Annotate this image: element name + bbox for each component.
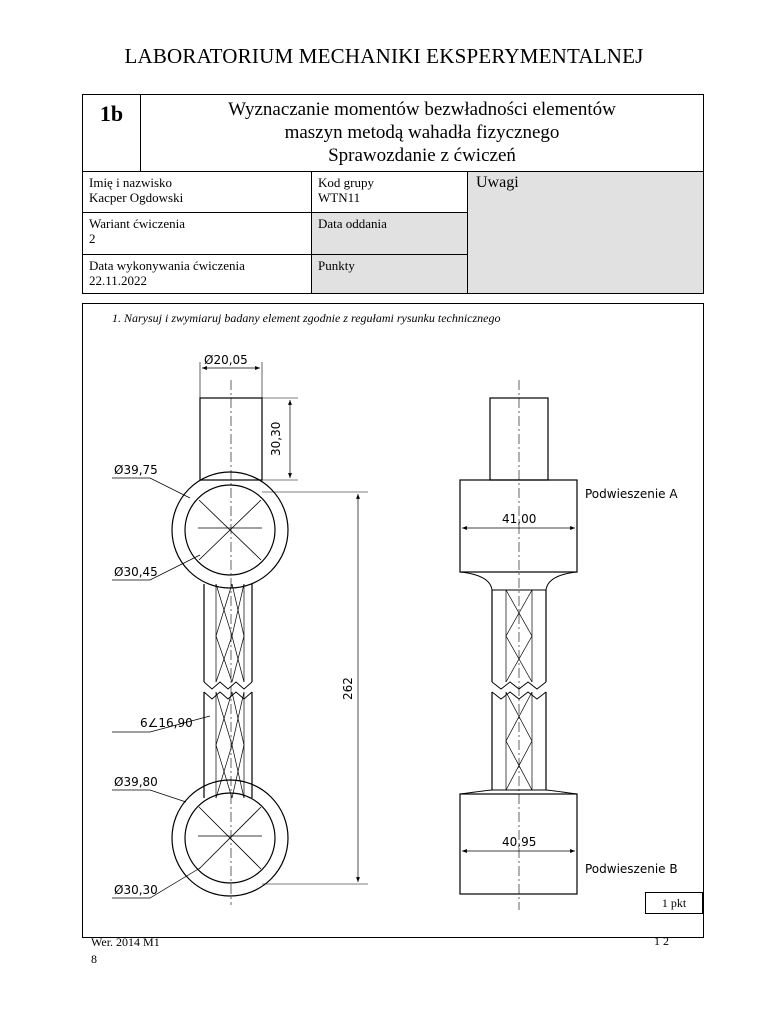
hex-hatch-lower [216, 692, 244, 798]
dim-width-upper: 41,00 [502, 512, 537, 526]
name-label: Imię i nazwisko [89, 175, 173, 190]
dim-outer-upper: Ø39,75 [114, 463, 158, 477]
title-line-2: maszyn metodą wahadła fizycznego [284, 122, 560, 143]
group-label: Kod grupy [318, 175, 374, 190]
suspension-block-a [460, 480, 577, 572]
submit-date-label: Data oddania [318, 216, 387, 231]
title-line-3: Sprawozdanie z ćwiczeń [328, 145, 516, 166]
label-suspension-b: Podwieszenie B [585, 862, 678, 876]
points-label: Punkty [318, 258, 355, 273]
lab-title: LABORATORIUM MECHANIKI EKSPERYMENTALNEJ [124, 44, 644, 68]
points-badge: 1 pkt [645, 892, 703, 914]
dim-outer-lower: Ø39,80 [114, 775, 158, 789]
exercise-code: 1b [83, 95, 141, 171]
name-value: Kacper Ogdowski [89, 190, 184, 205]
label-suspension-a: Podwieszenie A [585, 487, 678, 501]
variant-label: Wariant ćwiczenia [89, 216, 186, 231]
dim-inner-upper: Ø30,45 [114, 565, 158, 579]
dim-hex: 6∠16,90 [140, 716, 193, 730]
title-line-1: Wyznaczanie momentów bezwładności elementów [228, 99, 616, 120]
remarks-label: Uwagi [476, 174, 519, 191]
dim-length: 262 [341, 677, 355, 700]
exec-date-value: 22.11.2022 [89, 273, 148, 288]
footer-page: 1 2 [654, 934, 669, 948]
dim-inner-lower: Ø30,30 [114, 883, 158, 897]
hex-hatch-upper [216, 584, 244, 682]
version-line-2: 8 [91, 952, 97, 966]
exec-date-label: Data wykonywania ćwiczenia [89, 258, 245, 273]
footer-version [91, 934, 160, 968]
dim-top-diameter: Ø20,05 [204, 353, 248, 367]
task-text: 1. Narysuj i zwymiaruj badany element zgodnie z regułami rysunku technicznego [112, 311, 501, 325]
group-value: WTN11 [318, 190, 361, 205]
variant-value: 2 [89, 231, 96, 246]
dim-top-height: 30,30 [269, 421, 283, 456]
dim-width-lower: 40,95 [502, 835, 537, 849]
version-line-1: Wer. 2014 M1 [91, 935, 160, 949]
